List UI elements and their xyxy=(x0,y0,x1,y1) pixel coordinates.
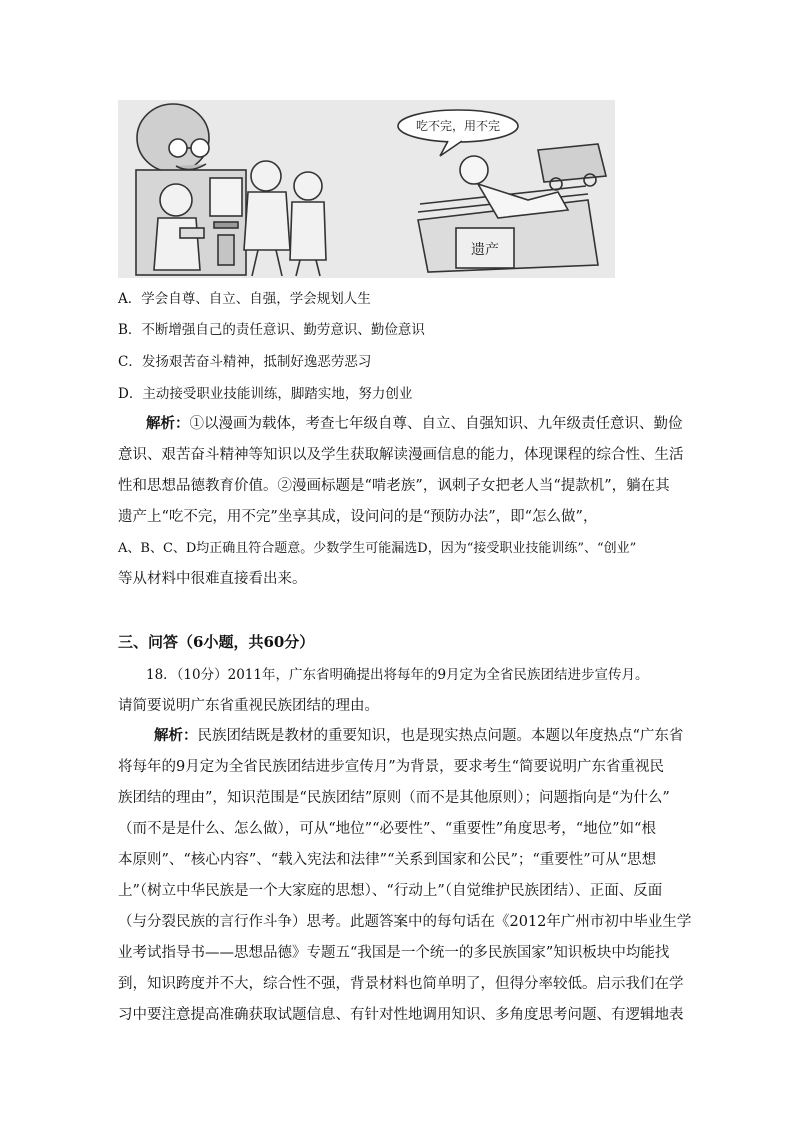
question-18-line: 18．（10分）2011年，广东省明确提出将每年的9月定为全省民族团结进步宣传月。 xyxy=(146,667,649,683)
cartoon-svg xyxy=(118,100,615,278)
analysis-1-line: 等从材料中很难直接看出来。 xyxy=(118,571,307,587)
analysis-1-label: 解析： xyxy=(146,415,190,432)
option-b: B．不断增强自己的责任意识、勤劳意识、勤俭意识 xyxy=(118,322,425,338)
option-d: D．主动接受职业技能训练，脚踏实地，努力创业 xyxy=(118,386,413,402)
analysis-1-line: 性和思想品德教育价值。②漫画标题是“啃老族”，讽刺子女把老人当“提款机”，躺在其 xyxy=(118,478,670,494)
analysis-1-line: 意识、艰苦奋斗精神等知识以及学生获取解读漫画信息的能力，体现课程的综合性、生活 xyxy=(118,447,684,463)
option-a: A．学会自尊、自立、自强，学会规划人生 xyxy=(118,291,371,307)
analysis-2-line: 习中要注意提高准确获取试题信息、有针对性地调用知识、多角度思考问题、有逻辑地表 xyxy=(118,1007,684,1023)
analysis-2-line: 族团结的理由”，知识范围是“民族团结”原则（而不是其他原则）；问题指向是“为什么” xyxy=(118,790,670,806)
speech-bubble-text: 吃不完，用不完 xyxy=(415,119,501,133)
cartoon-illustration xyxy=(118,100,615,278)
analysis-2-line: 业考试指导书——思想品德》专题五“我国是一个统一的多民族国家”知识板块中均能找 xyxy=(118,945,670,961)
analysis-2-line: 将每年的9月定为全省民族团结进步宣传月”为背景，要求考生“简要说明广东省重视民 xyxy=(118,759,665,775)
question-18 xyxy=(118,660,678,722)
analysis-1-line: A、B、C、D均正确且符合题意。少数学生可能漏选D，因为“接受职业技能训练”、“创业” xyxy=(118,541,637,556)
analysis-2-line: 到，知识跨度并不大，综合性不强，背景材料也简单明了，但得分率较低。启示我们在学 xyxy=(118,976,684,992)
analysis-1-line: ①以漫画为载体，考查七年级自尊、自立、自强知识、九年级责任意识、勤俭 xyxy=(189,416,683,432)
analysis-2-line: （而不是是什么、怎么做），可从“地位”“必要性”、“重要性”角度思考，“地位”如“根 xyxy=(118,821,656,837)
analysis-1-line: 遗产上“吃不完，用不完”坐享其成，设问问的是“预防办法”，即“怎么做”， xyxy=(118,509,598,525)
analysis-2-label: 解析： xyxy=(154,727,198,744)
question-18-line: 请简要说明广东省重视民族团结的理由。 xyxy=(118,698,379,714)
legacy-label: 遗产 xyxy=(471,242,499,258)
analysis-2-line: 上”（树立中华民族是一个大家庭的思想）、“行动上”（自觉维护民族团结）、正面、反面 xyxy=(118,883,663,899)
option-c: C．发扬艰苦奋斗精神，抵制好逸恶劳恶习 xyxy=(118,354,372,370)
analysis-2-line: 本原则”、“核心内容”、“载入宪法和法律”“关系到国家和公民”；“重要性”可从“思想 xyxy=(118,852,657,868)
section-title: 三、问答（6小题，共60分） xyxy=(118,633,315,651)
analysis-2 xyxy=(118,720,692,1031)
analysis-1 xyxy=(118,408,684,595)
analysis-2-line: （与分裂民族的言行作斗争）思考。此题答案中的每句话在《2012年广州市初中毕业生学 xyxy=(118,914,692,930)
analysis-2-line: 民族团结既是教材的重要知识，也是现实热点问题。本题以年度热点“广东省 xyxy=(197,728,684,744)
